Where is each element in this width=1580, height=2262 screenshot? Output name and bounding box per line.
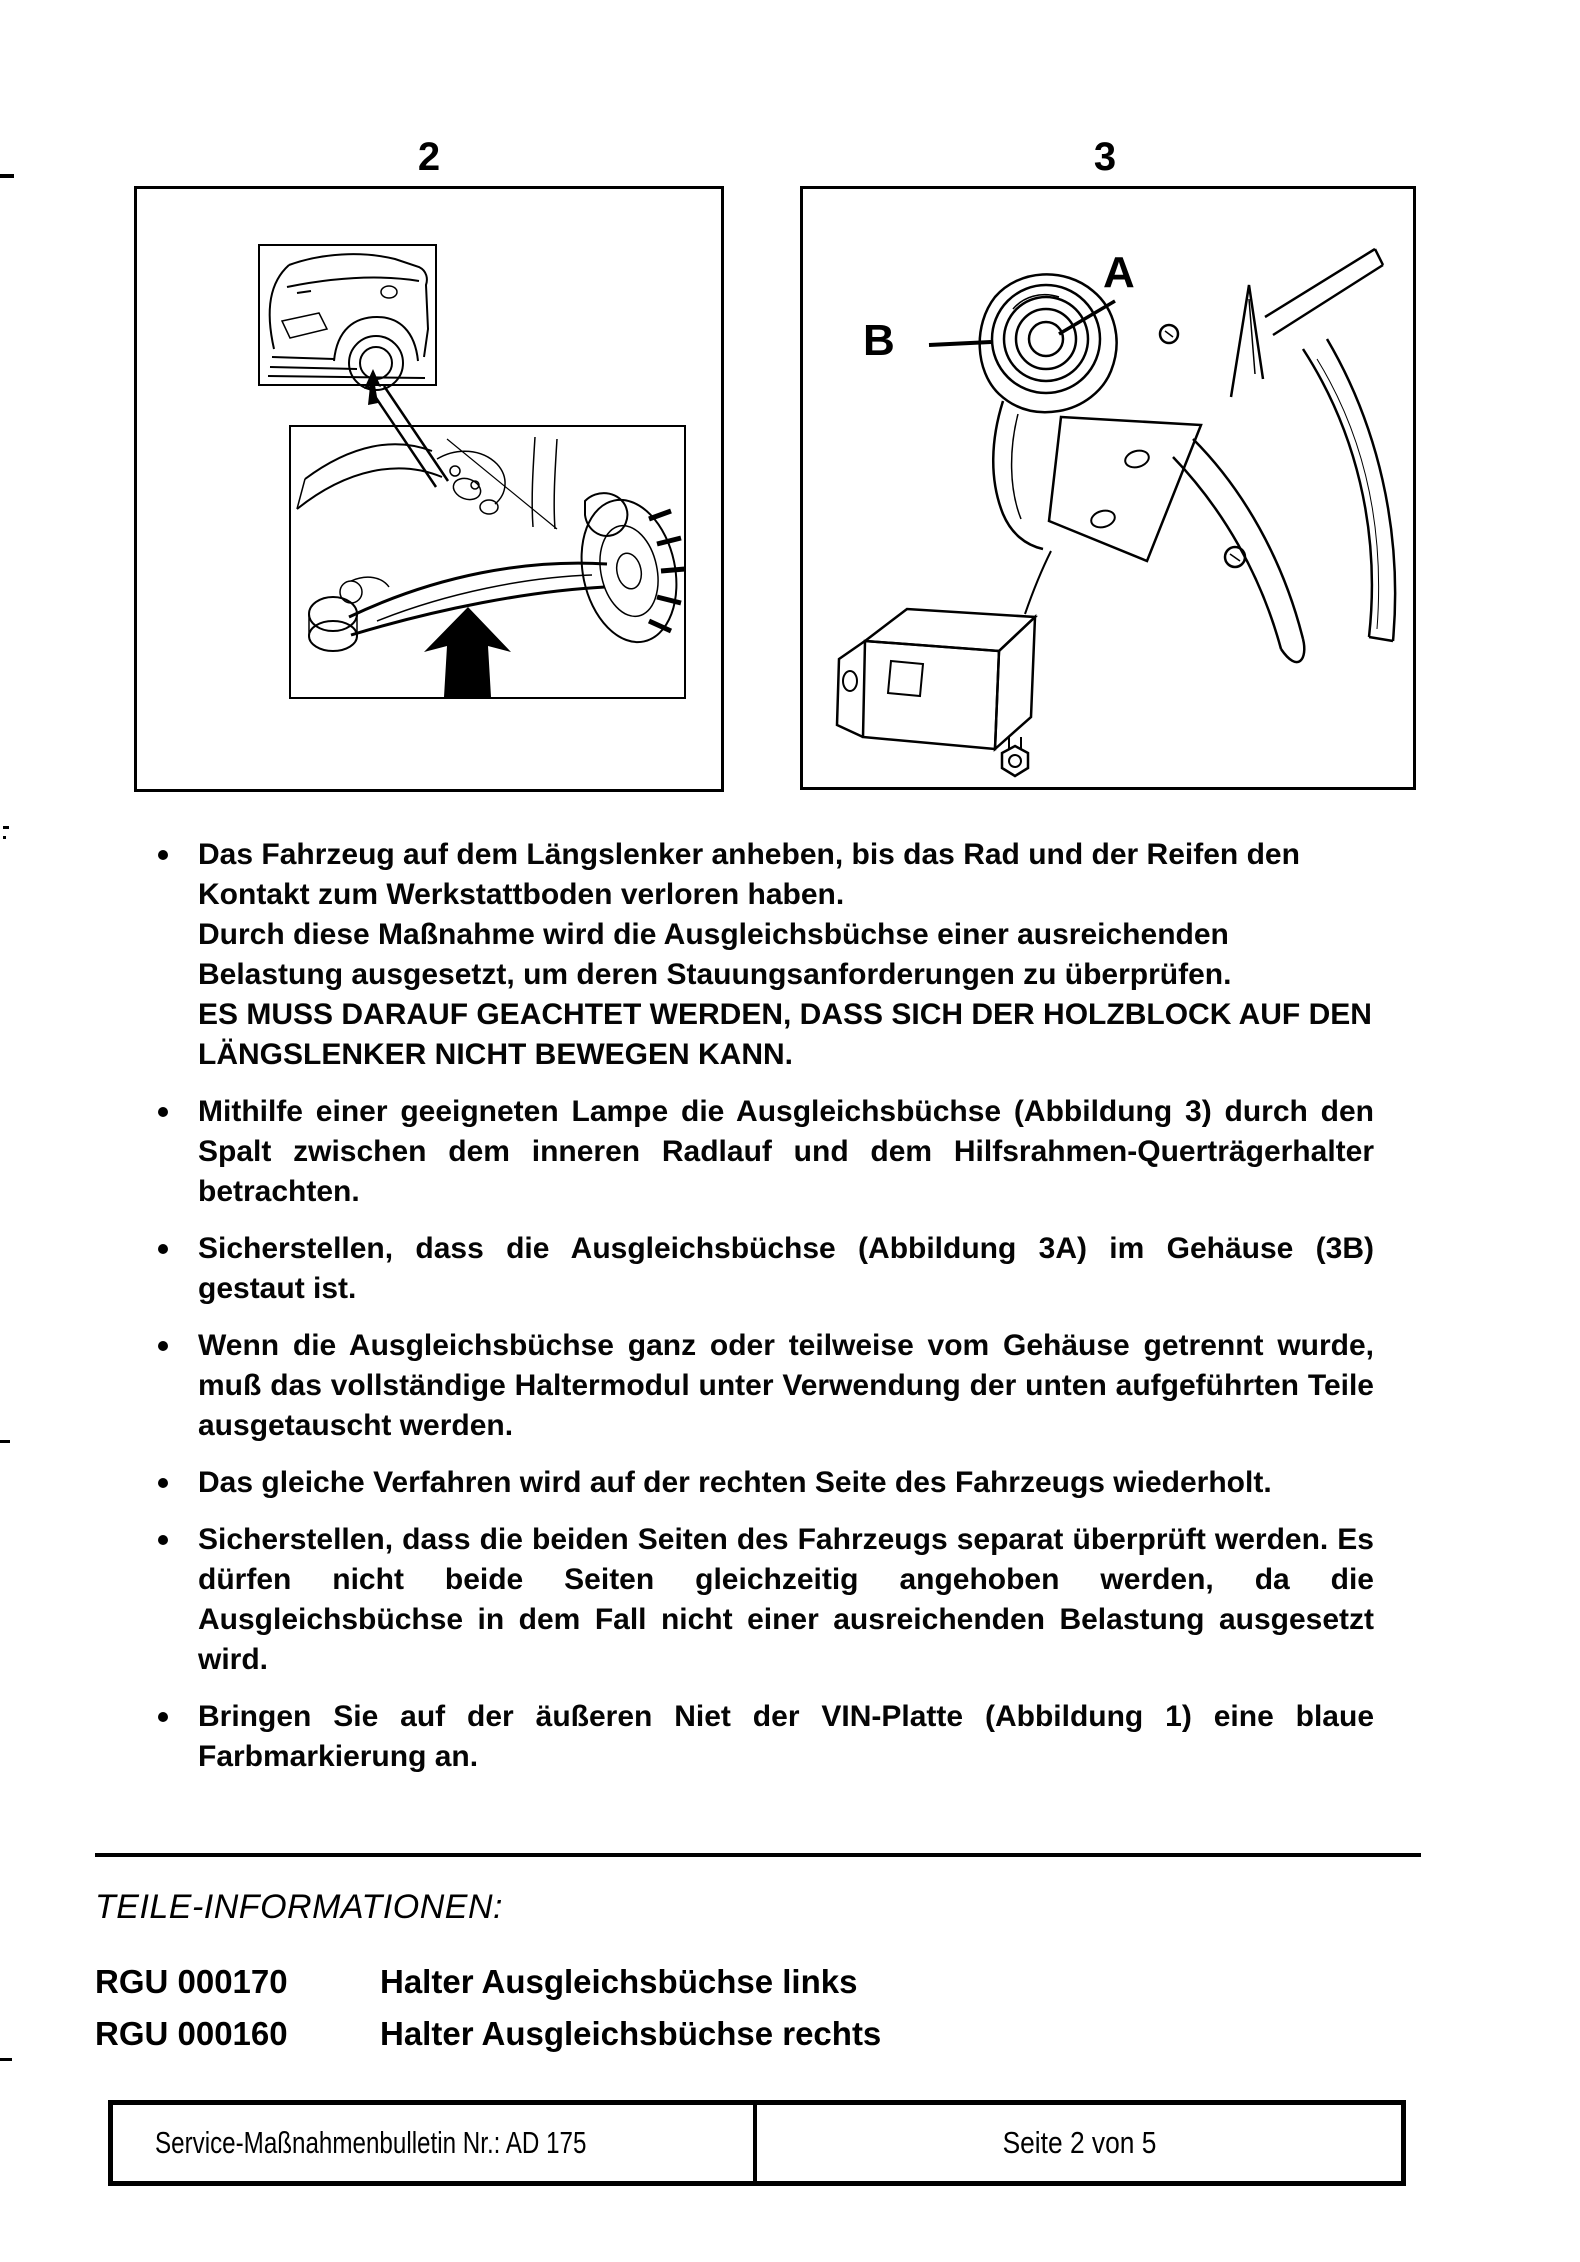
figure-3-callout-a: A bbox=[1103, 248, 1135, 297]
bullet-marker bbox=[128, 1092, 198, 1212]
bullet-marker bbox=[128, 1697, 198, 1777]
bullet-item-4 bbox=[128, 1326, 1380, 1446]
part-description: Halter Ausgleichsbüchse rechts bbox=[380, 2015, 882, 2052]
part-number: RGU 000160 bbox=[95, 2015, 288, 2052]
figure-2-illustration bbox=[137, 189, 721, 789]
section-divider-rule bbox=[95, 1853, 1421, 1857]
scan-artifact bbox=[3, 836, 6, 839]
bullet-paragraph: ES MUSS DARAUF GEACHTET WERDEN, DASS SICH DER HOLZBLOCK AUF DEN LÄNGSLENKER NICHT BEWEGEN KANN. bbox=[198, 998, 1372, 1071]
bullet-paragraph: Wenn die Ausgleichsbüchse ganz oder teilweise vom Gehäuse getrennt wurde, muß das vollständige Haltermodul unter Verwendung der unten aufgeführten Teile ausgetauscht werden. bbox=[198, 1329, 1374, 1442]
figure-2-number: 2 bbox=[417, 135, 441, 179]
page-footer bbox=[108, 2100, 1406, 2186]
bullet-item-2 bbox=[128, 1092, 1380, 1212]
bullet-paragraph: Bringen Sie auf der äußeren Niet der VIN-Platte (Abbildung 1) eine blaue Farbmarkierung an. bbox=[198, 1700, 1374, 1773]
footer-bulletin-number-cell bbox=[113, 2105, 757, 2181]
bullet-item-7 bbox=[128, 1697, 1380, 1777]
part-description: Halter Ausgleichsbüchse links bbox=[380, 1963, 858, 2000]
figure-3 bbox=[800, 186, 1416, 790]
bullet-item-3 bbox=[128, 1229, 1380, 1309]
bullet-marker bbox=[128, 1326, 198, 1446]
parts-list bbox=[95, 1956, 881, 2060]
figure-2 bbox=[134, 186, 724, 792]
bullet-paragraph: Das gleiche Verfahren wird auf der rechten Seite des Fahrzeugs wiederholt. bbox=[198, 1466, 1272, 1499]
part-row bbox=[95, 1956, 881, 2008]
bullet-marker bbox=[128, 1229, 198, 1309]
part-row bbox=[95, 2008, 881, 2060]
bullet-item-1 bbox=[128, 835, 1380, 1075]
scan-artifact bbox=[0, 1440, 10, 1443]
scan-artifact bbox=[0, 174, 14, 178]
bullet-marker bbox=[128, 1463, 198, 1503]
scan-artifact bbox=[0, 2058, 12, 2061]
bullet-paragraph: Sicherstellen, dass die Ausgleichsbüchse (Abbildung 3A) im Gehäuse (3B) gestaut ist. bbox=[198, 1232, 1374, 1305]
bullet-paragraph: Mithilfe einer geeigneten Lampe die Ausgleichsbüchse (Abbildung 3) durch den Spalt zwischen dem inneren Radlauf und dem Hilfsrahmen-Querträgerhalter betrachten. bbox=[198, 1095, 1374, 1208]
footer-page-number-cell bbox=[757, 2105, 1401, 2181]
figure-3-callout-b: B bbox=[863, 316, 895, 365]
scan-artifact bbox=[3, 826, 9, 829]
figure-3-number: 3 bbox=[1093, 135, 1117, 179]
parts-section-heading: TEILE-INFORMATIONEN: bbox=[95, 1888, 503, 1926]
bullet-paragraph: Sicherstellen, dass die beiden Seiten des Fahrzeugs separat überprüft werden. Es dürfen nicht beide Seiten gleichzeitig angehoben werden, da die Ausgleichsbüchse in dem Fall nicht einer ausreichenden Belastung ausgesetzt wird. bbox=[198, 1523, 1374, 1676]
bullet-paragraph: Durch diese Maßnahme wird die Ausgleichsbüchse einer ausreichenden Belastung ausgesetzt, um deren Stauungsanforderungen zu überprüfen. bbox=[198, 918, 1232, 991]
bullet-paragraph: Das Fahrzeug auf dem Längslenker anheben, bis das Rad und der Reifen den Kontakt zum Werkstattboden verloren haben. bbox=[198, 838, 1300, 911]
footer-page-number: Seite 2 von 5 bbox=[1002, 2125, 1156, 2160]
bullet-item-6 bbox=[128, 1520, 1380, 1680]
bullet-item-5 bbox=[128, 1463, 1380, 1503]
bullet-marker bbox=[128, 835, 198, 1075]
instruction-list bbox=[128, 835, 1380, 1794]
footer-bulletin-number: Service-Maßnahmenbulletin Nr.: AD 175 bbox=[155, 2125, 587, 2160]
bullet-marker bbox=[128, 1520, 198, 1680]
part-number: RGU 000170 bbox=[95, 1963, 288, 2000]
